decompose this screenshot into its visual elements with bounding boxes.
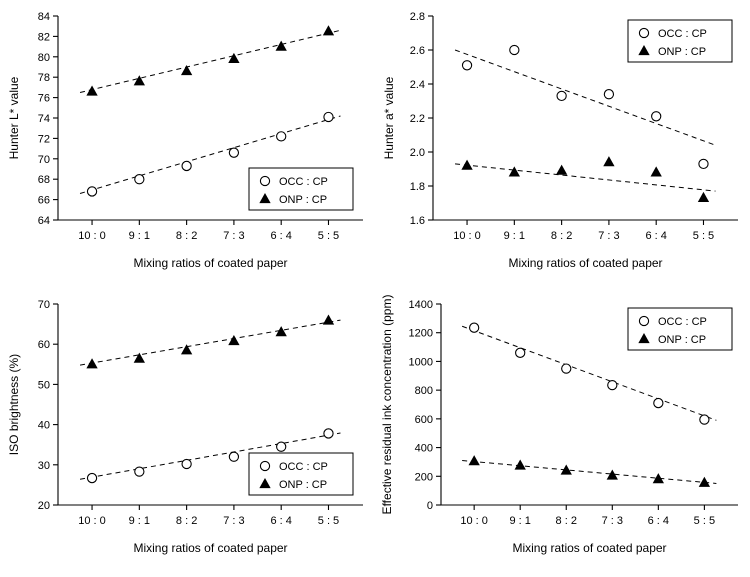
y-tick-label: 80 <box>37 51 50 64</box>
legend-iso-brightness <box>249 453 353 495</box>
y-tick-label: 74 <box>37 113 50 125</box>
y-tick-label: 200 <box>414 471 433 484</box>
chart-svg-iso-brightness <box>0 290 375 577</box>
open-circle-marker <box>562 364 571 373</box>
y-tick-label: 64 <box>37 215 50 227</box>
legend-open-circle-marker <box>260 461 269 470</box>
y-tick-label: 600 <box>414 413 433 426</box>
y-tick-label: 1.8 <box>409 181 425 193</box>
x-axis-title: Mixing ratios of coated paper <box>508 256 663 270</box>
open-circle-marker <box>700 415 709 424</box>
open-circle-marker <box>182 161 191 170</box>
open-circle-marker <box>87 473 96 482</box>
y-tick-label: 1400 <box>408 299 433 311</box>
y-tick-label: 76 <box>37 92 50 105</box>
y-tick-label: 2.6 <box>409 45 425 57</box>
y-axis-title: ISO brightness (%) <box>7 353 21 456</box>
legend-hunter-l <box>249 168 353 210</box>
trend-line-1 <box>80 30 340 92</box>
x-tick-label: 8 : 2 <box>555 515 577 527</box>
filled-triangle-marker <box>607 471 617 480</box>
y-tick-label: 30 <box>37 459 50 472</box>
trend-line-1 <box>455 164 715 191</box>
open-circle-marker <box>87 187 96 196</box>
y-tick-label: 72 <box>37 133 50 146</box>
x-axis-title: Mixing ratios of coated paper <box>133 541 288 555</box>
y-tick-label: 20 <box>37 500 50 512</box>
legend-residual-ink <box>628 308 732 350</box>
open-circle-marker <box>277 132 286 141</box>
filled-triangle-marker <box>276 327 286 336</box>
filled-triangle-marker <box>557 166 567 175</box>
filled-triangle-marker <box>324 26 334 35</box>
legend-open-circle-marker <box>639 316 648 325</box>
open-circle-marker <box>652 112 661 121</box>
legend-label: OCC : CP <box>658 28 707 40</box>
y-tick-label: 68 <box>37 174 50 187</box>
y-tick-label: 84 <box>37 11 50 23</box>
y-tick-label: 2.4 <box>409 79 425 91</box>
x-tick-label: 9 : 1 <box>509 515 531 527</box>
x-tick-label: 7 : 3 <box>601 515 623 527</box>
open-circle-marker <box>135 467 144 476</box>
y-tick-label: 70 <box>37 153 50 166</box>
legend-open-circle-marker <box>639 28 648 37</box>
filled-triangle-marker <box>182 66 192 75</box>
x-tick-label: 6 : 4 <box>647 515 670 527</box>
filled-triangle-marker <box>462 161 472 170</box>
y-axis-title: Hunter L* value <box>7 76 21 160</box>
y-tick-label: 50 <box>37 379 50 392</box>
open-circle-marker <box>470 323 479 332</box>
x-tick-label: 9 : 1 <box>128 230 151 242</box>
y-axis-title: Effective residual ink concentration (ppm) <box>380 294 394 515</box>
filled-triangle-marker <box>651 167 661 176</box>
x-tick-label: 8 : 2 <box>175 515 198 527</box>
y-tick-label: 1000 <box>408 356 433 369</box>
open-circle-marker <box>699 159 708 168</box>
x-tick-label: 6 : 4 <box>645 230 667 242</box>
legend-label: OCC : CP <box>279 176 328 188</box>
open-circle-marker <box>277 442 286 451</box>
chart-panel-hunter-l <box>0 2 375 292</box>
y-tick-label: 400 <box>414 442 433 455</box>
legend-label: OCC : CP <box>279 461 328 473</box>
legend-label: ONP : CP <box>279 194 328 206</box>
open-circle-marker <box>604 90 613 99</box>
x-tick-label: 6 : 4 <box>270 515 292 527</box>
x-axis-title: Mixing ratios of coated paper <box>133 256 288 270</box>
legend-hunter-a <box>628 20 732 62</box>
filled-triangle-marker <box>229 54 239 63</box>
open-circle-marker <box>229 452 238 461</box>
trend-line-1 <box>462 460 716 483</box>
y-tick-label: 82 <box>37 31 50 44</box>
y-tick-label: 0 <box>426 500 433 512</box>
y-tick-label: 78 <box>37 72 50 85</box>
filled-triangle-marker <box>87 359 97 368</box>
filled-triangle-marker <box>324 315 334 324</box>
x-tick-label: 10 : 0 <box>460 515 488 527</box>
filled-triangle-marker <box>469 456 479 465</box>
open-circle-marker <box>462 61 471 70</box>
filled-triangle-marker <box>515 461 525 470</box>
y-tick-label: 800 <box>414 385 433 398</box>
x-tick-label: 7 : 3 <box>598 230 620 242</box>
filled-triangle-marker <box>699 193 709 202</box>
legend-open-circle-marker <box>260 176 269 185</box>
open-circle-marker <box>324 429 333 438</box>
y-tick-label: 1200 <box>408 327 433 340</box>
legend-label: OCC : CP <box>658 316 707 328</box>
filled-triangle-marker <box>276 42 286 51</box>
y-tick-label: 66 <box>37 194 50 207</box>
x-tick-label: 10 : 0 <box>453 230 481 242</box>
open-circle-marker <box>516 348 525 357</box>
y-tick-label: 1.6 <box>409 215 425 227</box>
x-tick-label: 5 : 5 <box>317 230 340 242</box>
y-tick-label: 40 <box>37 419 50 432</box>
x-tick-label: 5 : 5 <box>692 230 715 242</box>
y-tick-label: 70 <box>37 299 50 311</box>
filled-triangle-marker <box>510 167 520 176</box>
chart-panel-hunter-a <box>375 2 750 292</box>
y-tick-label: 2.2 <box>409 113 425 125</box>
filled-triangle-marker <box>604 157 614 166</box>
y-tick-label: 2.8 <box>409 11 425 23</box>
trend-line-1 <box>80 320 340 365</box>
legend-label: ONP : CP <box>658 46 707 58</box>
open-circle-marker <box>654 398 663 407</box>
x-tick-label: 8 : 2 <box>550 230 573 242</box>
x-tick-label: 9 : 1 <box>128 515 151 527</box>
x-tick-label: 9 : 1 <box>503 230 526 242</box>
x-tick-label: 10 : 0 <box>78 230 106 242</box>
filled-triangle-marker <box>87 86 97 95</box>
x-axis-title: Mixing ratios of coated paper <box>512 541 667 555</box>
x-tick-label: 5 : 5 <box>317 515 340 527</box>
legend-label: ONP : CP <box>658 334 707 346</box>
legend-label: ONP : CP <box>279 479 328 491</box>
y-tick-label: 60 <box>37 339 50 352</box>
y-axis-title: Hunter a* value <box>382 76 396 160</box>
open-circle-marker <box>557 91 566 100</box>
open-circle-marker <box>229 148 238 157</box>
trend-line-0 <box>455 50 715 145</box>
filled-triangle-marker <box>229 336 239 345</box>
open-circle-marker <box>608 381 617 390</box>
x-tick-label: 8 : 2 <box>175 230 198 242</box>
open-circle-marker <box>135 175 144 184</box>
chart-svg-residual-ink <box>375 290 750 577</box>
chart-svg-hunter-a <box>375 2 750 292</box>
x-tick-label: 10 : 0 <box>78 515 106 527</box>
open-circle-marker <box>510 45 519 54</box>
x-tick-label: 6 : 4 <box>270 230 292 242</box>
x-tick-label: 7 : 3 <box>223 230 245 242</box>
chart-panel-residual-ink <box>375 290 750 577</box>
open-circle-marker <box>324 112 333 121</box>
chart-panel-iso-brightness <box>0 290 375 577</box>
filled-triangle-marker <box>700 478 710 487</box>
open-circle-marker <box>182 459 191 468</box>
chart-svg-hunter-l <box>0 2 375 292</box>
x-tick-label: 5 : 5 <box>693 515 716 527</box>
x-tick-label: 7 : 3 <box>223 515 245 527</box>
y-tick-label: 2.0 <box>409 147 425 159</box>
